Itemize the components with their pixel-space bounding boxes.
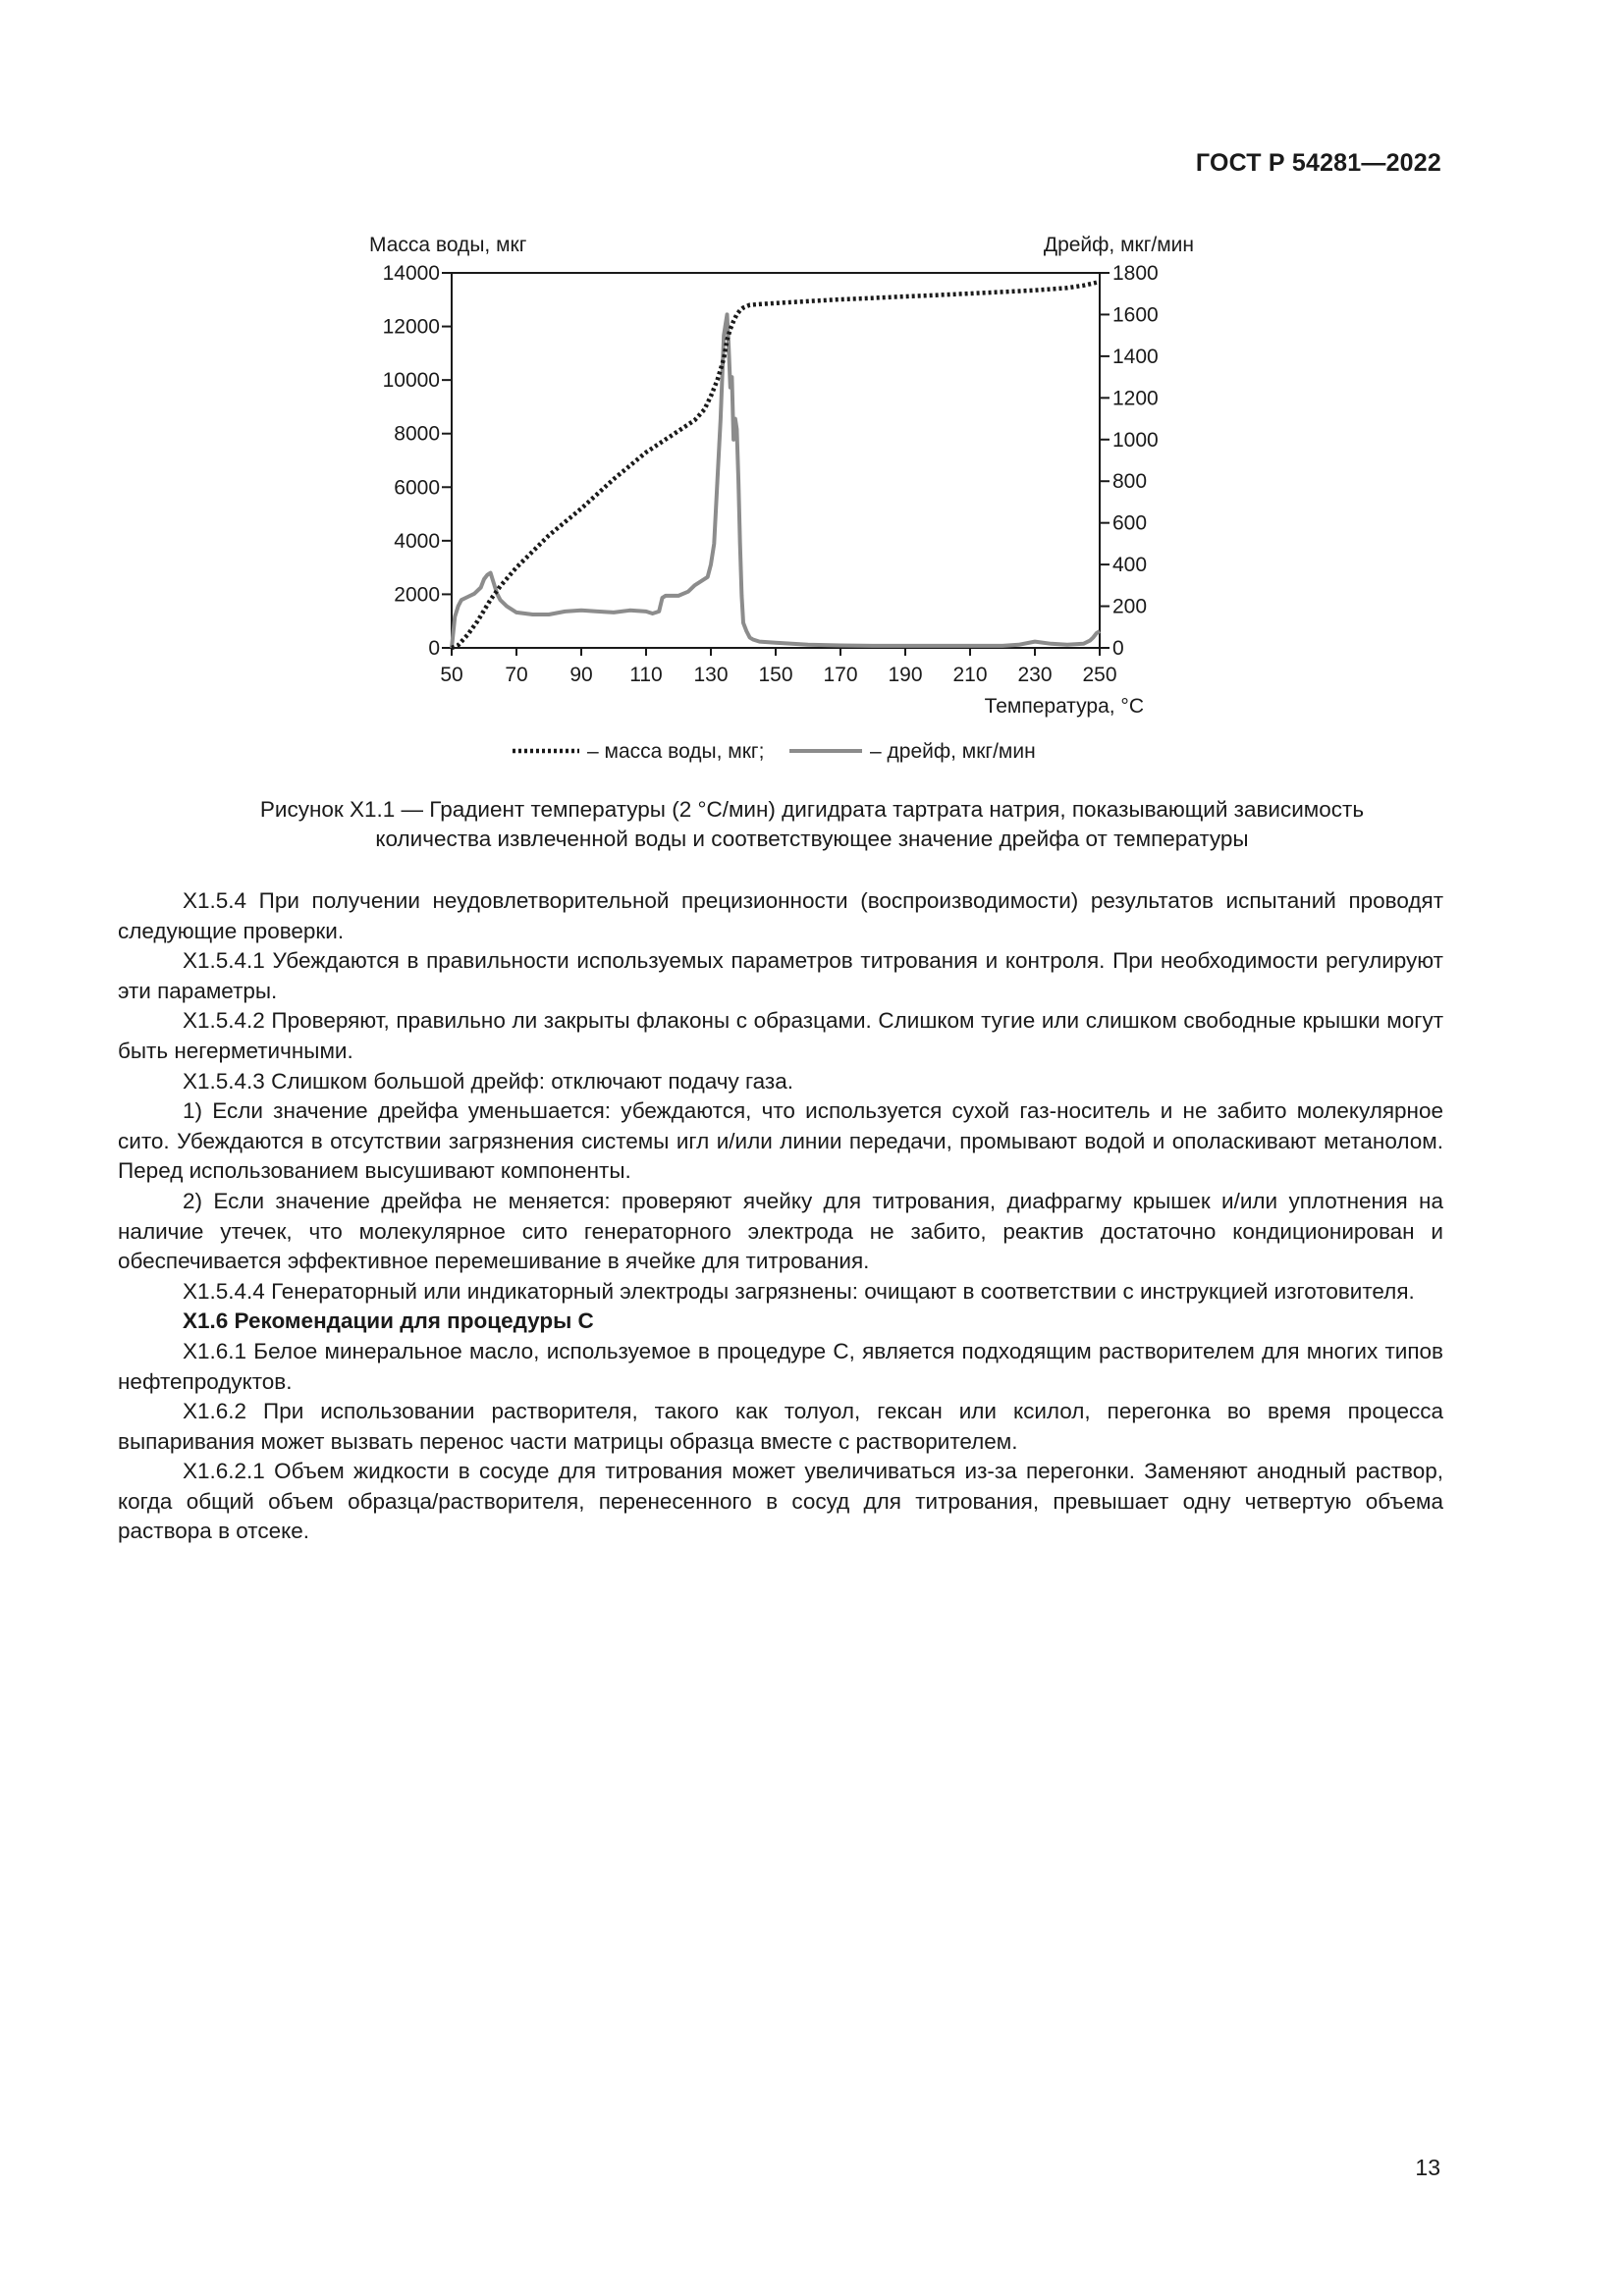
- series-drift-line: [452, 314, 1100, 648]
- x-tick-label: 50: [440, 664, 463, 686]
- figure-caption: [118, 795, 1506, 854]
- legend-label-water: – масса воды, мкг;: [587, 740, 765, 763]
- x-tick-label: 70: [505, 664, 528, 686]
- section-heading: X1.6 Рекомендации для процедуры С: [183, 1308, 594, 1334]
- right-tick-label: 1000: [1112, 428, 1159, 452]
- paragraph: X1.5.4 При получении неудовлетворительной прецизионности (воспроизводимости) результатов испытаний проводят следующие проверки.: [118, 888, 1443, 943]
- x-axis-label: Температура, °C: [984, 695, 1144, 718]
- x-tick-label: 210: [952, 664, 988, 686]
- x-tick-label: 150: [758, 664, 793, 686]
- page-number: 13: [1415, 2155, 1440, 2180]
- left-axis-label: Масса воды, мкг: [369, 234, 527, 256]
- paragraph: 1) Если значение дрейфа уменьшается: убеждаются, что используется сухой газ-носитель и не забито молекулярное сито. Убеждаются в отсутствии загрязнения системы игл и/или линии передачи, промывают водой и ополаскивают метанолом. Перед использованием высушивают компоненты.: [118, 1098, 1443, 1184]
- series-layer: [452, 282, 1100, 648]
- paragraph: X1.6.2.1 Объем жидкости в сосуде для титрования может увеличиваться из-за перегонки. Заменяют анодный раствор, когда общий объем образца/растворителя, перенесенного в сосуд для титрования, превышает одну четвертую объема раствора в отсеке.: [118, 1459, 1443, 1544]
- paragraph: 2) Если значение дрейфа не меняется: проверяют ячейку для титрования, диафрагму крышек и/или уплотнения на наличие утечек, что молекулярное сито генераторного электрода не забито, реактив достаточно кондиционирован и обеспечивается эффективное перемешивание в ячейке для титрования.: [118, 1188, 1443, 1274]
- left-tick-label: 2000: [394, 583, 440, 607]
- left-tick-label: 4000: [394, 529, 440, 553]
- x-tick-label: 250: [1082, 664, 1117, 686]
- paragraph: X1.6.1 Белое минеральное масло, используемое в процедуре С, является подходящим растворителем для многих типов нефтепродуктов.: [118, 1338, 1443, 1394]
- series-water-mass-line: [452, 282, 1100, 648]
- left-tick-label: 10000: [382, 369, 440, 393]
- x-tick-label: 170: [823, 664, 858, 686]
- x-tick-label: 130: [693, 664, 729, 686]
- left-tick-label: 12000: [382, 315, 440, 339]
- document-id: ГОСТ Р 54281—2022: [1195, 149, 1441, 177]
- left-tick-label: 8000: [394, 422, 440, 446]
- right-tick-label: 1600: [1112, 303, 1159, 327]
- paragraph: X1.5.4.4 Генераторный или индикаторный электроды загрязнены: очищают в соответствии с инструкцией изготовителя.: [183, 1278, 1415, 1304]
- caption-line-2: количества извлеченной воды и соответствующее значение дрейфа от температуры: [375, 827, 1249, 851]
- paragraph: X1.5.4.3 Слишком большой дрейф: отключают подачу газа.: [183, 1068, 794, 1094]
- left-tick-label: 6000: [394, 476, 440, 500]
- right-axis-label: Дрейф, мкг/мин: [1043, 234, 1194, 256]
- paragraph: X1.5.4.1 Убеждаются в правильности используемых параметров титрования и контроля. При необходимости регулируют эти параметры.: [118, 948, 1443, 1003]
- figure-chart: [334, 218, 1218, 768]
- right-tick-label: 0: [1112, 637, 1124, 660]
- left-tick-label: 14000: [382, 262, 440, 285]
- legend-label-drift: – дрейф, мкг/мин: [870, 740, 1036, 763]
- right-tick-label: 600: [1112, 511, 1148, 535]
- x-tick-label: 190: [888, 664, 923, 686]
- right-tick-label: 1200: [1112, 387, 1159, 410]
- right-tick-label: 800: [1112, 470, 1148, 494]
- axes-layer: [383, 262, 1159, 686]
- body-text: [118, 886, 1443, 1547]
- x-tick-label: 110: [629, 664, 663, 686]
- temperature-gradient-chart: [334, 218, 1218, 768]
- right-tick-label: 1800: [1112, 262, 1159, 285]
- x-tick-label: 230: [1017, 664, 1053, 686]
- left-tick-label: 0: [428, 637, 440, 660]
- paragraph: X1.5.4.2 Проверяют, правильно ли закрыты флаконы с образцами. Слишком тугие или слишком свободные крышки могут быть негерметичными.: [118, 1008, 1443, 1063]
- x-tick-label: 90: [569, 664, 593, 686]
- right-tick-label: 1400: [1112, 345, 1159, 368]
- right-tick-label: 400: [1112, 554, 1148, 577]
- caption-line-1: Рисунок Х1.1 — Градиент температуры (2 °С/мин) дигидрата тартрата натрия, показывающий зависимость: [259, 797, 1365, 822]
- legend: [513, 740, 1036, 763]
- paragraph: X1.6.2 При использовании растворителя, такого как толуол, гексан или ксилол, перегонка во время процесса выпаривания может вызвать перенос части матрицы образца вместе с растворителем.: [118, 1399, 1443, 1454]
- right-tick-label: 200: [1112, 595, 1148, 618]
